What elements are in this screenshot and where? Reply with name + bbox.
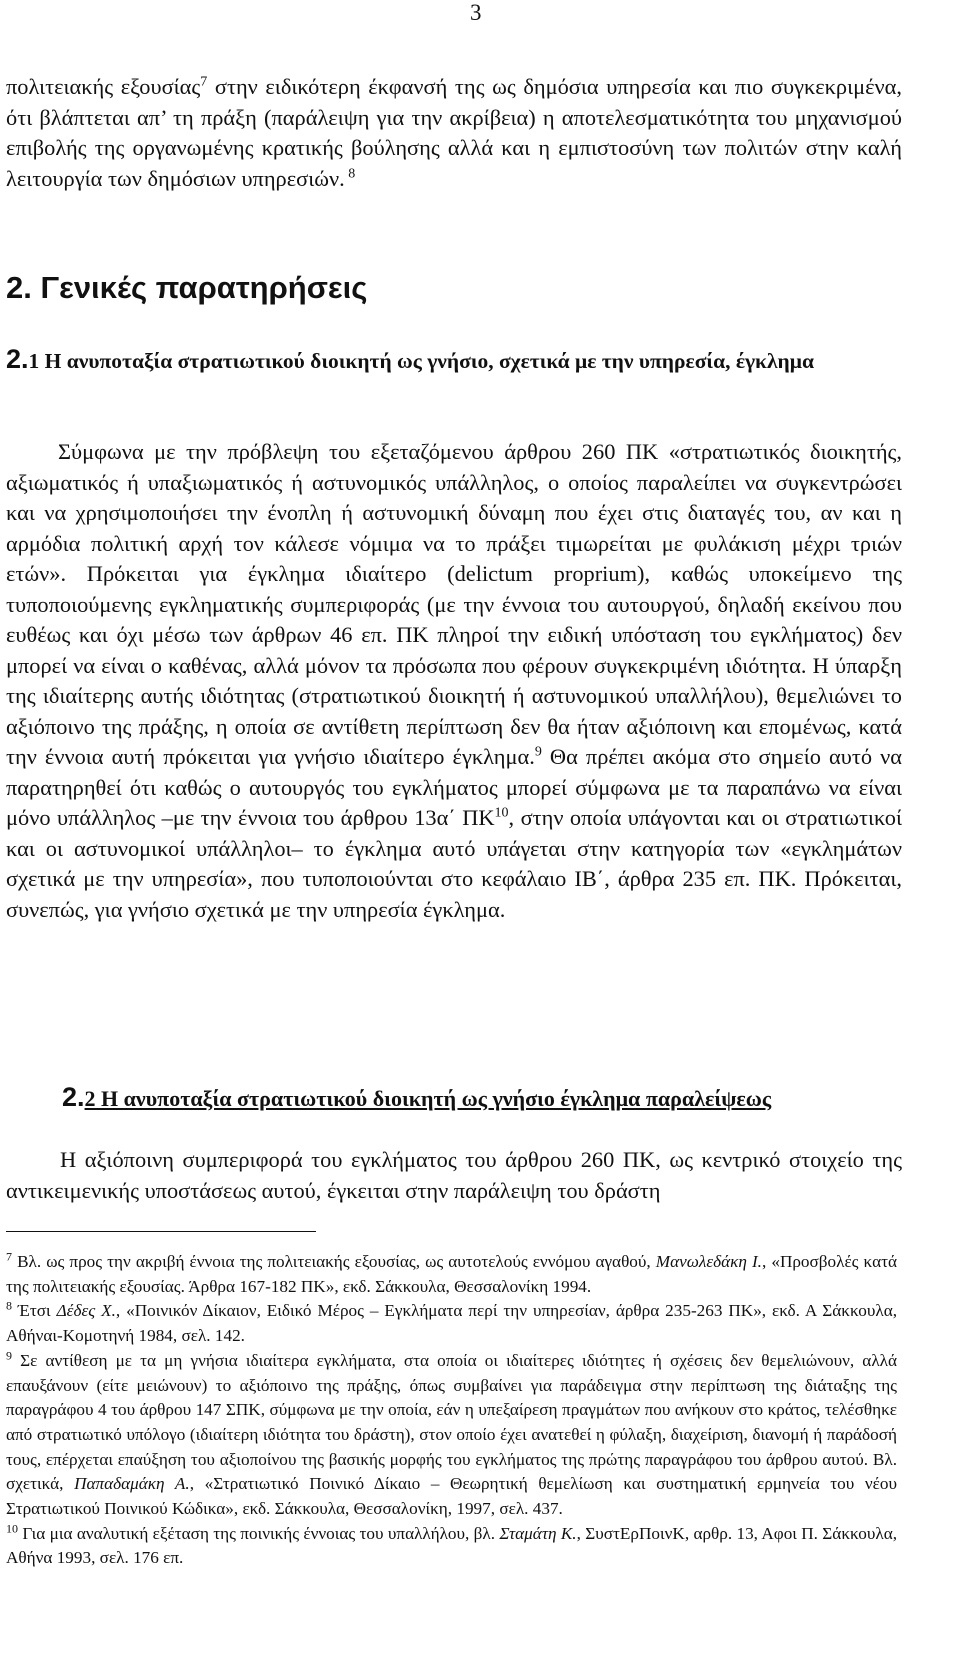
page-number: 3: [470, 0, 482, 25]
heading-2-2-number: 2.: [62, 1082, 85, 1112]
footnote-9-author: Παπαδαμάκη Α.: [74, 1474, 190, 1494]
footnote-ref-9[interactable]: 9: [534, 744, 542, 760]
footnote-8-text-2: , «Ποινικόν Δίκαιον, Ειδικό Μέρος – Εγκλήματα περί την υπηρεσίαν, άρθρα 235-263 ΠΚ», εκδ. Α Σάκκουλα, Αθήναι-Κομοτηνή 1984, σελ. 142.: [6, 1301, 897, 1346]
main-text-3: , στην οποία υπάγονται και οι στρατιωτικοί και οι αστυνομικοί υπάλληλοι– το έγκλημα αυτό υπάγεται στην κατηγορία των «εγκλημάτων σχετικά με την υπηρεσία», που τυποποιούνται στο κεφάλαιο ΙΒ΄, άρθρα 235 επ. ΠΚ. Πρόκειται, συνεπώς, για γνήσιο σχετικά με την υπηρεσία έγκλημα.: [6, 805, 902, 922]
footnote-mark-8: 8: [6, 1298, 12, 1313]
footnote-ref-7[interactable]: 7: [200, 74, 208, 90]
intro-text-1: πολιτειακής εξουσίας: [6, 74, 201, 99]
footnote-10: [6, 1522, 897, 1571]
footnote-9: [6, 1349, 897, 1522]
footnote-ref-8[interactable]: 8: [344, 166, 356, 182]
footnote-8-author: Δέδες Χ.: [56, 1301, 116, 1321]
footnote-10-text-1: Για μια αναλυτική εξέταση της ποινικής έννοιας του υπαλλήλου, βλ.: [18, 1523, 500, 1543]
main-paragraph: [6, 437, 902, 925]
intro-paragraph: [6, 72, 902, 194]
main-text-1: Σύμφωνα με την πρόβλεψη του εξεταζόμενου άρθρου 260 ΠΚ «στρατιωτικός διοικητής, αξιωματικός ή υπαξιωματικός ή αστυνομικός υπάλληλος, ο οποίος παραλείπει να συγκεντρώσει και να χρησιμοποιήσει την ένοπλη ή αστυνομική δύναμη που έχει στις διαταγές του, αν και η αρμόδια πολιτική αρχή τον κάλεσε νόμιμα να το πράξει τιμωρείται με φυλάκιση μέχρι τριών ετών». Πρόκειται για έγκλημα ιδιαίτερο (delictum proprium), καθώς υποκείμενο της τυποποιούμενης εγκληματικής συμπεριφοράς (με την έννοια του αυτουργού, δηλαδή εκείνου που ευθέως και όχι μέσω των άρθρων 46 επ. ΠΚ πληροί την ειδική υπόσταση του εγκλήματος) δεν μπορεί να είναι ο καθένας, αλλά μόνον τα πρόσωπα που φέρουν συγκεκριμένη ιδιότητα. Η ύπαρξη της ιδιαίτερης αυτής ιδιότητας (στρατιωτικού διοικητή ή αστυνομικού υπαλλήλου), θεμελιώνει το αξιόποινο της πράξης, η οποία σε αντίθετη περίπτωση δεν θα ήταν αξιόποινη και επομένως, κατά την έννοια αυτή πρόκειται για γνήσιο ιδιαίτερο έγκλημα.: [6, 439, 902, 769]
footnote-10-text-2: , ΣυστΕρΠοινΚ, αρθρ. 13, Αφοι Π. Σάκκουλα, Αθήνα 1993, σελ. 176 επ.: [6, 1523, 897, 1568]
footnote-7-text-2: , «Προσβολές κατά της πολιτειακής εξουσίας. Άρθρα 167-182 ΠΚ», εκδ. Σάκκουλα, Θεσσαλονίκη 1994.: [6, 1252, 897, 1296]
footnote-8-text-1: Έτσι: [12, 1301, 57, 1321]
section-heading-2-1: [6, 342, 902, 378]
heading-2-1-text: 1 Η ανυποταξία στρατιωτικού διοικητή ως γνήσιο, σχετικά με την υπηρεσία, έγκλημα: [28, 349, 814, 373]
footnote-mark-7: 7: [6, 1249, 12, 1264]
last-paragraph: Η αξιόποινη συμπεριφορά του εγκλήματος του άρθρου 260 ΠΚ, ως κεντρικό στοιχείο της αντικειμενικής υποστάσεως αυτού, έγκειται στην παράλειψη του δράστη: [6, 1147, 902, 1203]
footnote-9-text-1: Σε αντίθεση με τα μη γνήσια ιδιαίτερα εγκλήματα, στα οποία οι ιδιαίτερες ιδιότητες ή σχέσεις δεν θεμελιώνουν, αλλά επαυξάνουν (είτε μειώνουν) το αξιόποινο της πράξης, όπως συμβαίνει για παράδειγμα στην περίπτωση της διάταξης της παραγράφου 4 του άρθρου 147 ΣΠΚ, σύμφωνα με την οποία, εάν η υπεξαίρεση πραγμάτων που ανήκουν στο κράτος, τελέσθηκε από στρατιωτικό υπόλογο (ιδιαίτερη ιδιότητα του δράστη), στον οποίο έχει ανατεθεί η φύλαξη, διαχείριση, διανομή ή παράδοσή τους, επέρχεται επαύξηση του αξιοποίνου της βασικής μορφής του εγκλήματος της πρώτης παραγράφου του άρθρου αυτού. Βλ. σχετικά,: [6, 1350, 897, 1494]
footnotes: [6, 1250, 897, 1571]
intro-text-2: στην ειδικότερη έκφανσή της ως δημόσια υπηρεσία και πιο συγκεκριμένα, ότι βλάπτεται απ’ τη πράξη (παράλειψη για την ακρίβεια) η αποτελεσματικότητα του μηχανισμού επιβολής της οργανωμένης κρατικής βούλησης αλλά και η εμπιστοσύνη των πολιτών στην καλή λειτουργία των δημόσιων υπηρεσιών.: [6, 74, 902, 191]
footnote-mark-10: 10: [6, 1521, 18, 1535]
section-heading-2: 2. Γενικές παρατηρήσεις: [6, 270, 368, 305]
footnote-7-author: Μανωλεδάκη Ι.: [655, 1252, 762, 1271]
footnote-10-author: Σταμάτη Κ.: [499, 1523, 577, 1543]
footnote-9-text-2: , «Στρατιωτικό Ποινικό Δίκαιο – Θεωρητική θεμελίωση και συστηματική ερμηνεία του νέου Στρατιωτικού Ποινικού Κώδικα», εκδ. Σάκκουλα, Θεσσαλονίκη, 1997, σελ. 437.: [6, 1474, 897, 1519]
footnote-7-text-1: Βλ. ως προς την ακριβή έννοια της πολιτειακής εξουσίας, ως αυτοτελούς εννόμου αγαθού,: [12, 1252, 656, 1271]
main-text-2: Θα πρέπει ακόμα στο σημείο αυτό να παρατηρηθεί ότι καθώς ο αυτουργός του εγκλήματος μπορεί σύμφωνα με τα παραπάνω να είναι μόνο υπάλληλος –με την έννοια του άρθρου 13α΄ ΠΚ: [6, 744, 902, 830]
footnote-separator: [6, 1231, 316, 1232]
footnote-7: [6, 1250, 897, 1299]
footnote-mark-9: 9: [6, 1348, 12, 1363]
heading-2-2-text: 2 Η ανυποταξία στρατιωτικού διοικητή ως γνήσιο έγκλημα παραλείψεως: [84, 1086, 772, 1111]
heading-2-1-number: 2.: [6, 344, 29, 374]
section-heading-2-2: [62, 1081, 771, 1115]
footnote-8: [6, 1299, 897, 1348]
footnote-ref-10[interactable]: 10: [494, 805, 509, 821]
